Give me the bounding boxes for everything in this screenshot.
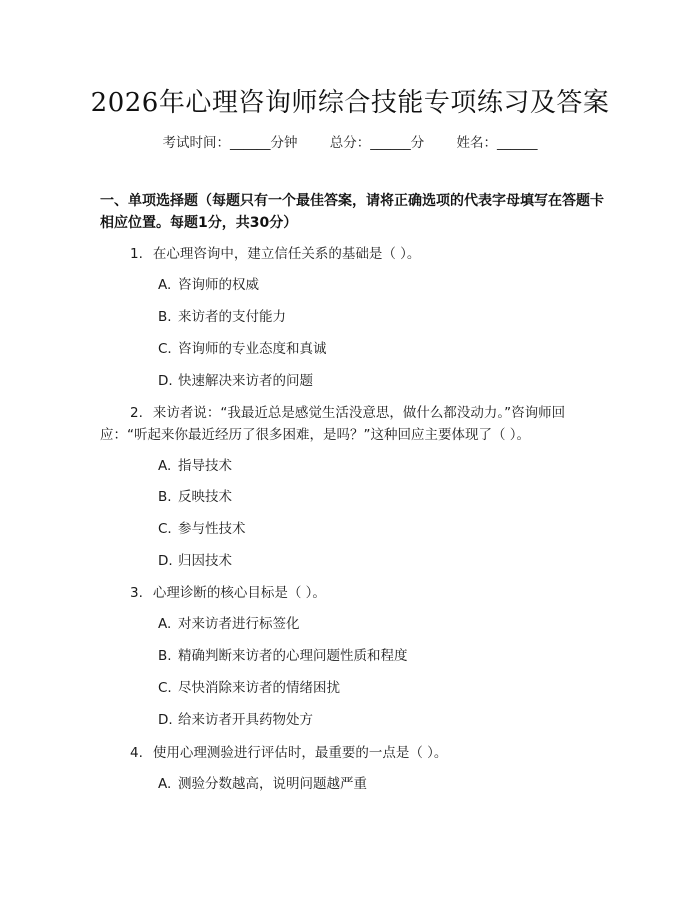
option-letter: A. — [158, 458, 172, 474]
option-letter: D. — [158, 373, 173, 389]
option-text: 对来访者进行标签化 — [178, 616, 300, 632]
option-text: 参与性技术 — [178, 521, 246, 537]
option-text: 给来访者开具药物处方 — [178, 712, 313, 728]
question-number: 3. — [130, 585, 143, 601]
option-text: 反映技术 — [178, 489, 232, 505]
question-text: 来访者说：“我最近总是感觉生活没意思，做什么都没动力。”咨询师回应：“听起来你最近经历了很多困难，是吗？”这种回应主要体现了（ ）。 — [100, 405, 566, 443]
page-title: 2026年心理咨询师综合技能专项练习及答案 — [90, 88, 610, 118]
exam-name: 姓名：______ — [456, 135, 538, 151]
option-letter: B. — [158, 489, 172, 505]
option-1a — [158, 275, 259, 295]
question-number: 4. — [130, 745, 143, 761]
option-2a — [158, 456, 232, 476]
option-3a — [158, 614, 300, 634]
question-1 — [100, 243, 605, 265]
question-text: 使用心理测验进行评估时，最重要的一点是（ ）。 — [152, 745, 448, 761]
option-1d — [158, 371, 313, 391]
option-text: 归因技术 — [178, 553, 232, 569]
option-text: 指导技术 — [178, 458, 232, 474]
exam-meta — [0, 131, 700, 151]
option-text: 精确判断来访者的心理问题性质和程度 — [178, 648, 408, 664]
option-2b — [158, 487, 232, 507]
option-3c — [158, 678, 340, 698]
option-text: 尽快消除来访者的情绪困扰 — [178, 680, 340, 696]
option-letter: C. — [158, 680, 172, 696]
option-text: 快速解决来访者的问题 — [178, 373, 313, 389]
question-number: 1. — [130, 246, 143, 262]
option-text: 咨询师的权威 — [178, 277, 259, 293]
exam-time: 考试时间：______分钟 — [162, 135, 298, 151]
option-4a — [158, 774, 367, 794]
option-text: 来访者的支付能力 — [178, 309, 286, 325]
option-letter: D. — [158, 712, 173, 728]
question-number: 2. — [130, 405, 143, 421]
option-2c — [158, 519, 246, 539]
option-1b — [158, 307, 286, 327]
question-3 — [100, 582, 605, 604]
option-3b — [158, 646, 408, 666]
question-2 — [100, 402, 605, 446]
option-letter: A. — [158, 277, 172, 293]
option-letter: D. — [158, 553, 173, 569]
question-4 — [100, 742, 605, 764]
option-text: 测验分数越高，说明问题越严重 — [178, 776, 367, 792]
option-3d — [158, 710, 313, 730]
option-2d — [158, 551, 232, 571]
question-text: 在心理咨询中，建立信任关系的基础是（ ）。 — [152, 246, 421, 262]
option-letter: C. — [158, 521, 172, 537]
option-letter: C. — [158, 341, 172, 357]
question-text: 心理诊断的核心目标是（ ）。 — [152, 585, 326, 601]
option-letter: A. — [158, 776, 172, 792]
option-letter: B. — [158, 309, 172, 325]
option-1c — [158, 339, 327, 359]
option-letter: A. — [158, 616, 172, 632]
exam-total-score: 总分：______分 — [329, 135, 425, 151]
option-letter: B. — [158, 648, 172, 664]
option-text: 咨询师的专业态度和真诚 — [178, 341, 327, 357]
section-heading: 一、单项选择题（每题只有一个最佳答案，请将正确选项的代表字母填写在答题卡相应位置。每题1分，共30分） — [100, 193, 604, 231]
